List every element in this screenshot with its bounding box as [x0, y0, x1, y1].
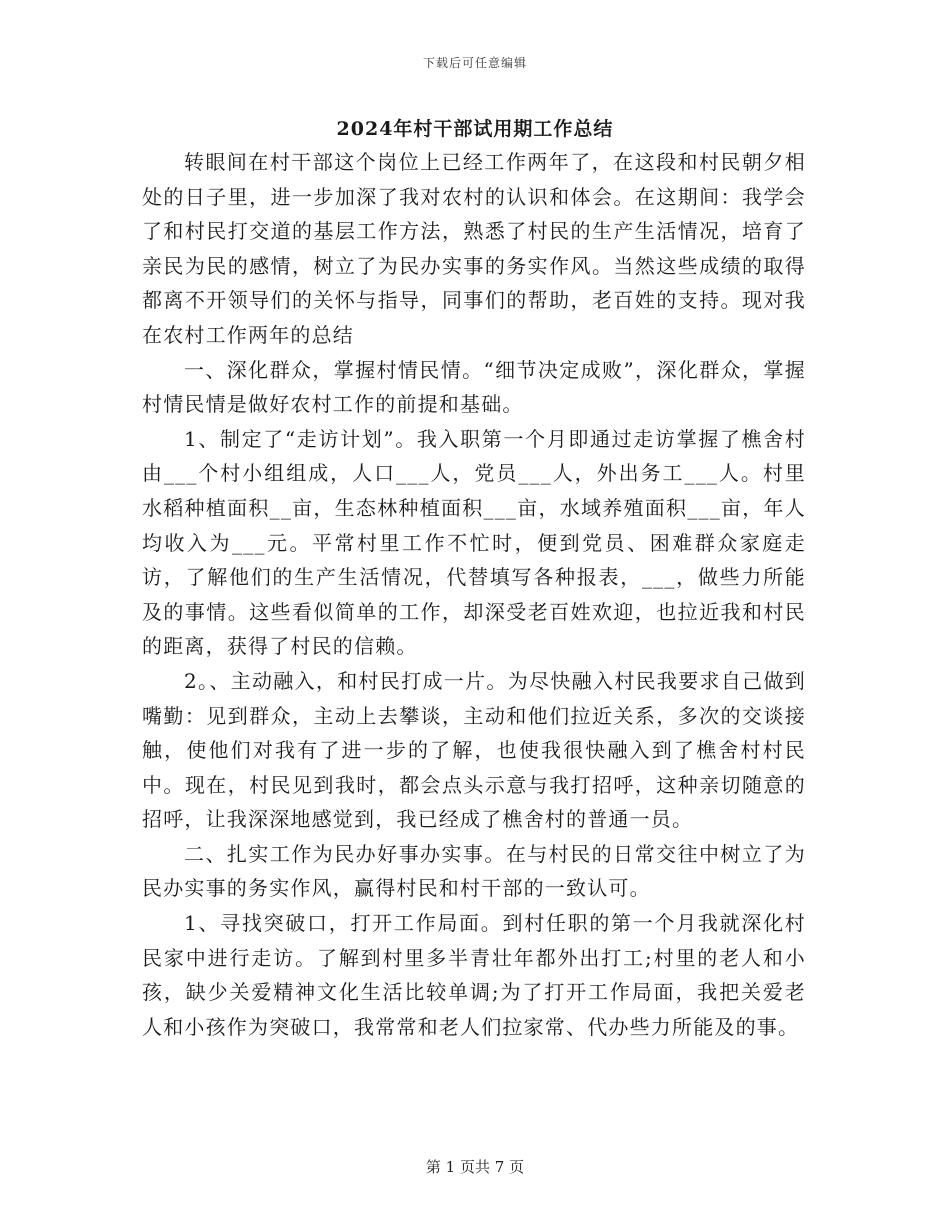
document-body: [142, 145, 806, 1044]
paragraph: 一、深化群众，掌握村情民情。“细节决定成败”，深化群众，掌握村情民情是做好农村工作的前提和基础。: [142, 357, 806, 417]
paragraph: 二、扎实工作为民办好事办实事。在与村民的日常交往中树立了为民办实事的务实作风，赢得村民和村干部的一致认可。: [142, 841, 806, 901]
page-header-note: 下载后可任意编辑: [422, 56, 527, 70]
paragraph: 2。、主动融入，和村民打成一片。为尽快融入村民我要求自己做到嘴勤：见到群众，主动上去攀谈，主动和他们拉近关系，多次的交谈接触，使他们对我有了进一步的了解，也使我很快融入到了樵舍村村民中。现在，村民见到我时，都会点头示意与我打招呼，这种亲切随意的招呼，让我深深地感觉到，我已经成了樵舍村的普通一员。: [142, 668, 806, 832]
document-title: 2024年村干部试用期工作总结: [336, 118, 614, 140]
page-number: 第 1 页共 7 页: [425, 1158, 525, 1176]
paragraph: 1、制定了“走访计划”。我入职第一个月即通过走访掌握了樵舍村由___个村小组组成，人口___人，党员___人，外出务工___人。村里水稻种植面积__亩，生态林种植面积___亩，水域养殖面积___亩，年人均收入为___元。平常村里工作不忙时，便到党员、困难群众家庭走访，了解他们的生产生活情况，代替填写各种报表，___，做些力所能及的事情。这些看似简单的工作，却深受老百姓欢迎，也拉近我和村民的距离，获得了村民的信赖。: [142, 426, 806, 659]
paragraph: 转眼间在村干部这个岗位上已经工作两年了，在这段和村民朝夕相处的日子里，进一步加深了我对农村的认识和体会。在这期间：我学会了和村民打交道的基层工作方法，熟悉了村民的生产生活情况，培育了亲民为民的感情，树立了为民办实事的务实作风。当然这些成绩的取得都离不开领导们的关怀与指导，同事们的帮助，老百姓的支持。现对我在农村工作两年的总结: [142, 150, 806, 347]
paragraph: 1、寻找突破口，打开工作局面。到村任职的第一个月我就深化村民家中进行走访。了解到村里多半青壮年都外出打工;村里的老人和小孩，缺少关爱精神文化生活比较单调;为了打开工作局面，我把关爱老人和小孩作为突破口，我常常和老人们拉家常、代办些力所能及的事。: [142, 911, 806, 1039]
